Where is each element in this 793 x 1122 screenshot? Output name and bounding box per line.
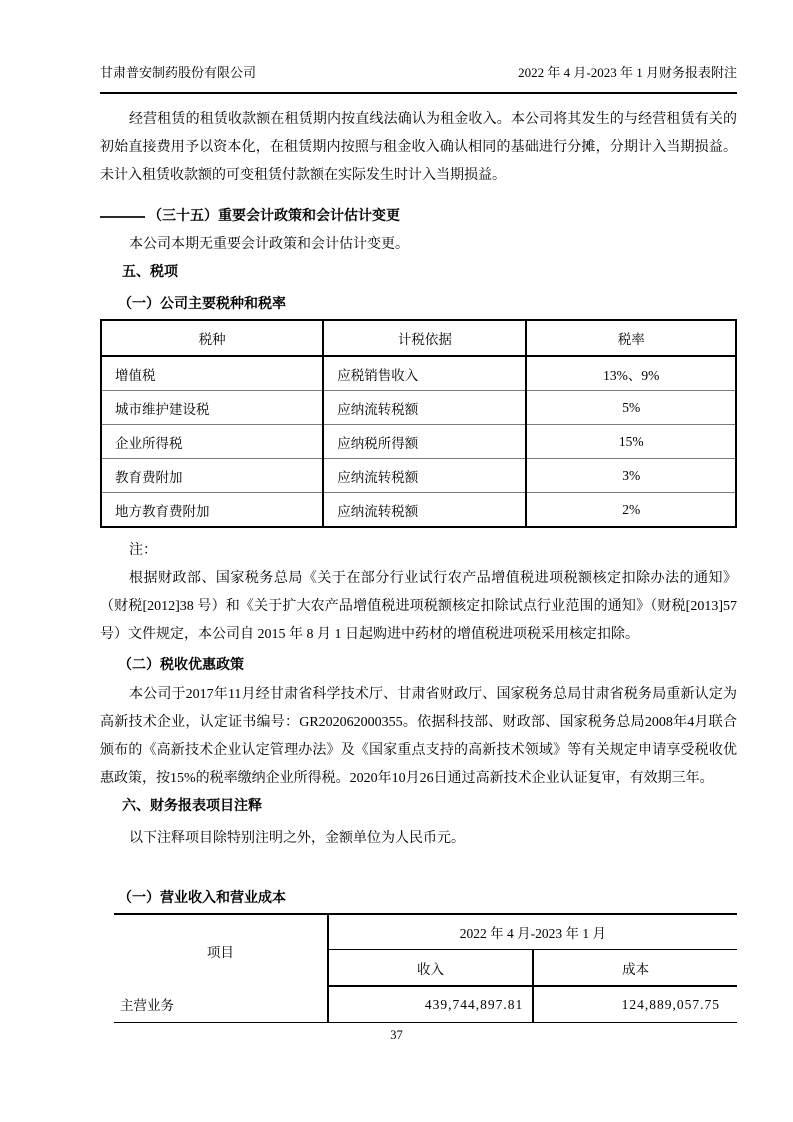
section-5-1-heading: （一）公司主要税种和税率 xyxy=(118,297,286,312)
company-name: 甘肃普安制药股份有限公司 xyxy=(100,65,257,80)
tax-rate-cell: 3% xyxy=(526,459,736,493)
tax-type-cell: 教育费附加 xyxy=(101,459,323,493)
tax-rate-cell: 13%、9% xyxy=(526,356,736,391)
section-6-heading: 六、财务报表项目注释 xyxy=(122,799,262,814)
table-row xyxy=(101,425,736,459)
tax-incentive-paragraph: 本公司于2017年11月经甘肃省科学技术厅、甘肃省财政厅、国家税务总局甘肃省税务局重新认定为高新技术企业，认定证书编号：GR202062000355。依据科技部、财政部、国家税务总局2008年4月联合颁布的《高新技术企业认定管理办法》及《国家重点支持的高新技术领域》等有关规定申请享受税收优惠政策，按15%的税率缴纳企业所得税。2020年10月26日通过高新技术企业认证复审，有效期三年。 xyxy=(100,687,737,786)
page-content xyxy=(100,62,737,1023)
income-header: 收入 xyxy=(328,950,534,987)
tax-basis-cell: 应税销售收入 xyxy=(323,356,526,391)
tax-rate-header: 税率 xyxy=(526,320,736,356)
lease-accounting-paragraph: 经营租赁的租赁收款额在租赁期内按直线法确认为租金收入。本公司将其发生的与经营租赁有关的初始直接费用予以资本化，在租赁期内按照与租金收入确认相同的基础进行分摊，分期计入当期损益。未计入租赁收款额的可变租赁付款额在实际发生时计入当期损益。 xyxy=(100,112,737,183)
section-5-heading: 五、税项 xyxy=(122,265,178,280)
tax-type-header: 税种 xyxy=(101,320,323,356)
section-35-heading-row xyxy=(100,203,737,231)
table-row xyxy=(101,356,736,391)
page-number: 37 xyxy=(390,1028,403,1042)
section-6-1-heading: （一）营业收入和营业成本 xyxy=(118,891,286,906)
tax-basis-header: 计税依据 xyxy=(323,320,526,356)
tax-type-cell: 地方教育费附加 xyxy=(101,493,323,528)
tax-basis-cell: 应纳流转税额 xyxy=(323,391,526,425)
table-row xyxy=(114,986,737,1023)
tax-table-header-row xyxy=(101,320,736,356)
item-header: 项目 xyxy=(114,914,328,986)
item-cell: 主营业务 xyxy=(114,986,328,1023)
revenue-cost-table xyxy=(114,913,737,1023)
tax-type-cell: 城市维护建设税 xyxy=(101,391,323,425)
cost-header: 成本 xyxy=(533,950,737,987)
revision-dash-mark xyxy=(100,216,145,218)
table-row xyxy=(101,391,736,425)
tax-rate-table xyxy=(100,319,737,528)
note-paragraph: 根据财政部、国家税务总局《关于在部分行业试行农产品增值税进项税额核定扣除办法的通知》（财税[2012]38 号）和《关于扩大农产品增值税进项税额核定扣除试点行业范围的通知》（财税[2013]57 号）文件规定，本公司自 2015 年 8 月 1 日起购进中药材的增值税进项税采用核定扣除。 xyxy=(100,571,737,642)
income-value-cell: 439,744,897.81 xyxy=(328,986,534,1023)
tax-rate-cell: 5% xyxy=(526,391,736,425)
tax-basis-cell: 应纳流转税额 xyxy=(323,459,526,493)
policy-change-paragraph: 本公司本期无重要会计政策和会计估计变更。 xyxy=(129,237,409,252)
tax-basis-cell: 应纳税所得额 xyxy=(323,425,526,459)
tax-type-cell: 企业所得税 xyxy=(101,425,323,459)
note-label: 注： xyxy=(129,543,157,558)
section-5-2-heading: （二）税收优惠政策 xyxy=(118,658,244,673)
cost-value-cell: 124,889,057.75 xyxy=(621,996,720,1012)
tax-rate-cell: 15% xyxy=(526,425,736,459)
report-title: 2022 年 4 月-2023 年 1 月财务报表附注 xyxy=(518,65,737,80)
tax-rate-cell: 2% xyxy=(526,493,736,528)
table-row xyxy=(101,459,736,493)
currency-unit-paragraph: 以下注释项目除特别注明之外，金额单位为人民币元。 xyxy=(129,831,465,846)
tax-basis-cell: 应纳流转税额 xyxy=(323,493,526,528)
section-35-heading: （三十五）重要会计政策和会计估计变更 xyxy=(148,209,400,224)
period-header: 2022 年 4 月-2023 年 1 月 xyxy=(328,914,737,950)
revenue-table-header-row-1 xyxy=(114,914,737,950)
page-header xyxy=(100,62,737,94)
tax-type-cell: 增值税 xyxy=(115,367,156,383)
table-row xyxy=(101,493,736,528)
